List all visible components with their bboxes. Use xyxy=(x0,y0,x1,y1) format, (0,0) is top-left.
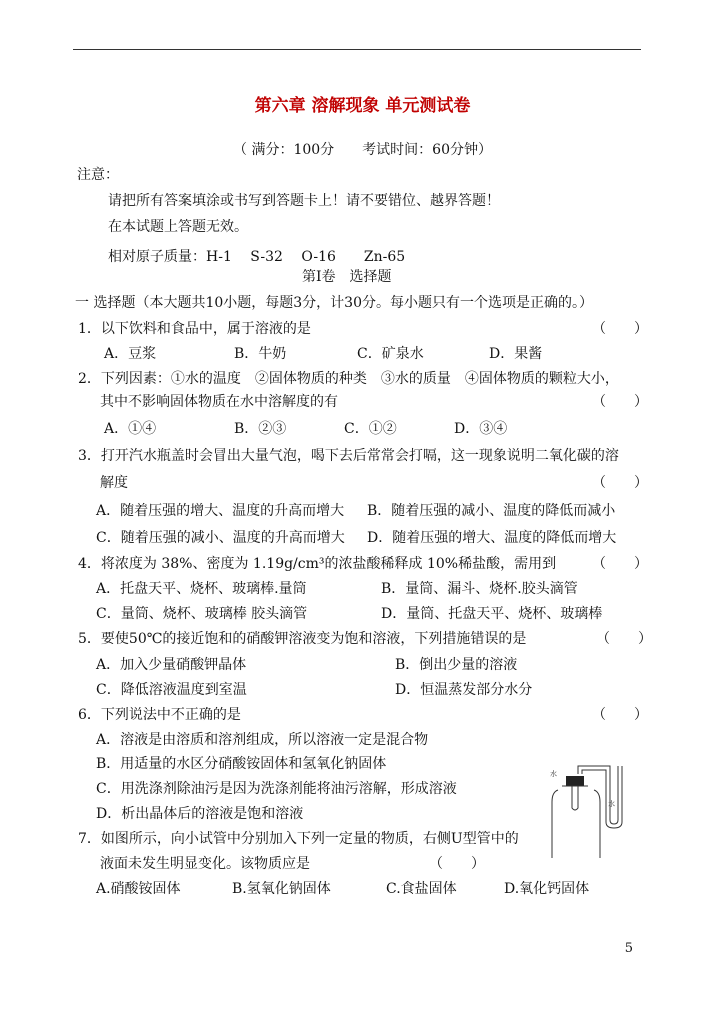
notice-heading: 注意： xyxy=(77,167,119,183)
question-2-stem-cont: 其中不影响固体物质在水中溶解度的有 xyxy=(100,394,338,410)
notice-line-2: 在本试题上答题无效。 xyxy=(108,219,248,235)
question-7-stem: 7．如图所示，向小试管中分别加入下列一定量的物质，右侧U型管中的 xyxy=(78,831,519,847)
question-1-option-d: D．果酱 xyxy=(489,346,543,362)
question-2-stem: 2．下列因素：①水的温度 ②固体物质的种类 ③水的质量 ④固体物质的颗粒大小， xyxy=(78,371,619,387)
question-5-option-d: D．恒温蒸发部分水分 xyxy=(395,682,533,698)
flask-left-wall xyxy=(552,790,558,858)
apparatus-figure xyxy=(548,762,628,862)
question-4-stem: 4．将浓度为 38%、密度为 1.19g/cm³的浓盐酸稀释成 10%稀盐酸，需用到 xyxy=(78,556,557,572)
question-6-option-a: A．溶液是由溶质和溶剂组成，所以溶液一定是混合物 xyxy=(96,732,429,748)
question-4-option-b: B．量筒、漏斗、烧杯.胶头滴管 xyxy=(381,581,578,597)
question-4-option-a: A．托盘天平、烧杯、玻璃棒.量筒 xyxy=(96,581,307,597)
question-4-bracket: （ ） xyxy=(592,556,648,572)
figure-label-right: 水 xyxy=(608,800,615,808)
question-7-stem-cont: 液面未发生明显变化。该物质应是 xyxy=(100,856,310,872)
question-2-option-c: C．①② xyxy=(344,421,397,437)
question-6-option-d: D．析出晶体后的溶液是饱和溶液 xyxy=(96,806,304,822)
question-1-bracket: （ ） xyxy=(592,321,648,337)
question-3-option-b: B．随着压强的减小、温度的降低而减小 xyxy=(367,503,616,519)
question-2-bracket: （ ） xyxy=(592,394,648,410)
question-6-stem: 6．下列说法中不正确的是 xyxy=(78,707,241,723)
question-1-option-a: A．豆浆 xyxy=(104,346,157,362)
stopper xyxy=(566,776,584,786)
question-3-option-a: A．随着压强的增大、温度的升高而增大 xyxy=(96,503,345,519)
question-2-option-a: A．①④ xyxy=(104,421,157,437)
question-7-option-b: B.氢氧化钠固体 xyxy=(232,881,331,897)
question-3-stem: 3．打开汽水瓶盖时会冒出大量气泡，喝下去后常常会打嗝，这一现象说明二氧化碳的溶 xyxy=(78,448,619,464)
question-6-option-b: B．用适量的水区分硝酸铵固体和氢氧化钠固体 xyxy=(96,756,387,772)
section-title: 第Ⅰ卷 选择题 xyxy=(302,269,392,285)
question-7-option-c: C.食盐固体 xyxy=(386,881,457,897)
exam-meta: （ 满分：100分 考试时间：60分钟） xyxy=(233,142,492,158)
section-instruction: 一 选择题（本大题共10小题，每题3分，计30分。每小题只有一个选项是正确的。） xyxy=(75,295,593,311)
question-5-bracket: （ ） xyxy=(596,631,652,647)
figure-label-left: 水 xyxy=(550,770,557,778)
page-number: 5 xyxy=(624,941,633,956)
page-title: 第六章 溶解现象 单元测试卷 xyxy=(254,96,471,116)
flask-right-wall xyxy=(594,790,600,858)
notice-line-1: 请把所有答案填涂或书写到答题卡上！请不要错位、越界答题！ xyxy=(108,193,500,209)
question-6-option-c: C．用洗涤剂除油污是因为洗涤剂能将油污溶解，形成溶液 xyxy=(96,781,457,797)
question-4-option-c: C．量筒、烧杯、玻璃棒 胶头滴管 xyxy=(96,606,308,622)
question-4-option-d: D．量筒、托盘天平、烧杯、玻璃棒 xyxy=(381,606,603,622)
question-2-option-d: D．③④ xyxy=(454,421,508,437)
question-5-option-a: A．加入少量硝酸钾晶体 xyxy=(96,657,247,673)
question-5-option-b: B．倒出少量的溶液 xyxy=(395,657,518,673)
question-3-stem-cont: 解度 xyxy=(100,475,128,491)
question-1-option-c: C．矿泉水 xyxy=(357,346,424,362)
question-2-option-b: B．②③ xyxy=(234,421,287,437)
question-7-option-d: D.氧化钙固体 xyxy=(504,881,590,897)
header-rule xyxy=(73,49,641,50)
question-3-option-c: C．随着压强的减小、温度的升高而增大 xyxy=(96,530,345,546)
question-7-bracket: （ ） xyxy=(429,856,485,872)
u-tube xyxy=(606,766,622,828)
atomic-mass-line: 相对原子质量：H-1 S-32 O-16 Zn-65 xyxy=(108,249,406,265)
question-5-stem: 5．要使50℃的接近饱和的硝酸钾溶液变为饱和溶液，下列措施错误的是 xyxy=(78,631,527,647)
question-7-option-a: A.硝酸铵固体 xyxy=(96,881,181,897)
question-5-option-c: C．降低溶液温度到室温 xyxy=(96,682,247,698)
question-1-stem: 1．以下饮料和食品中，属于溶液的是 xyxy=(78,321,311,337)
question-3-option-d: D．随着压强的增大、温度的降低而增大 xyxy=(367,530,617,546)
question-3-bracket: （ ） xyxy=(592,475,648,491)
small-test-tube xyxy=(572,786,578,810)
question-6-bracket: （ ） xyxy=(592,707,648,723)
question-1-option-b: B．牛奶 xyxy=(234,346,287,362)
